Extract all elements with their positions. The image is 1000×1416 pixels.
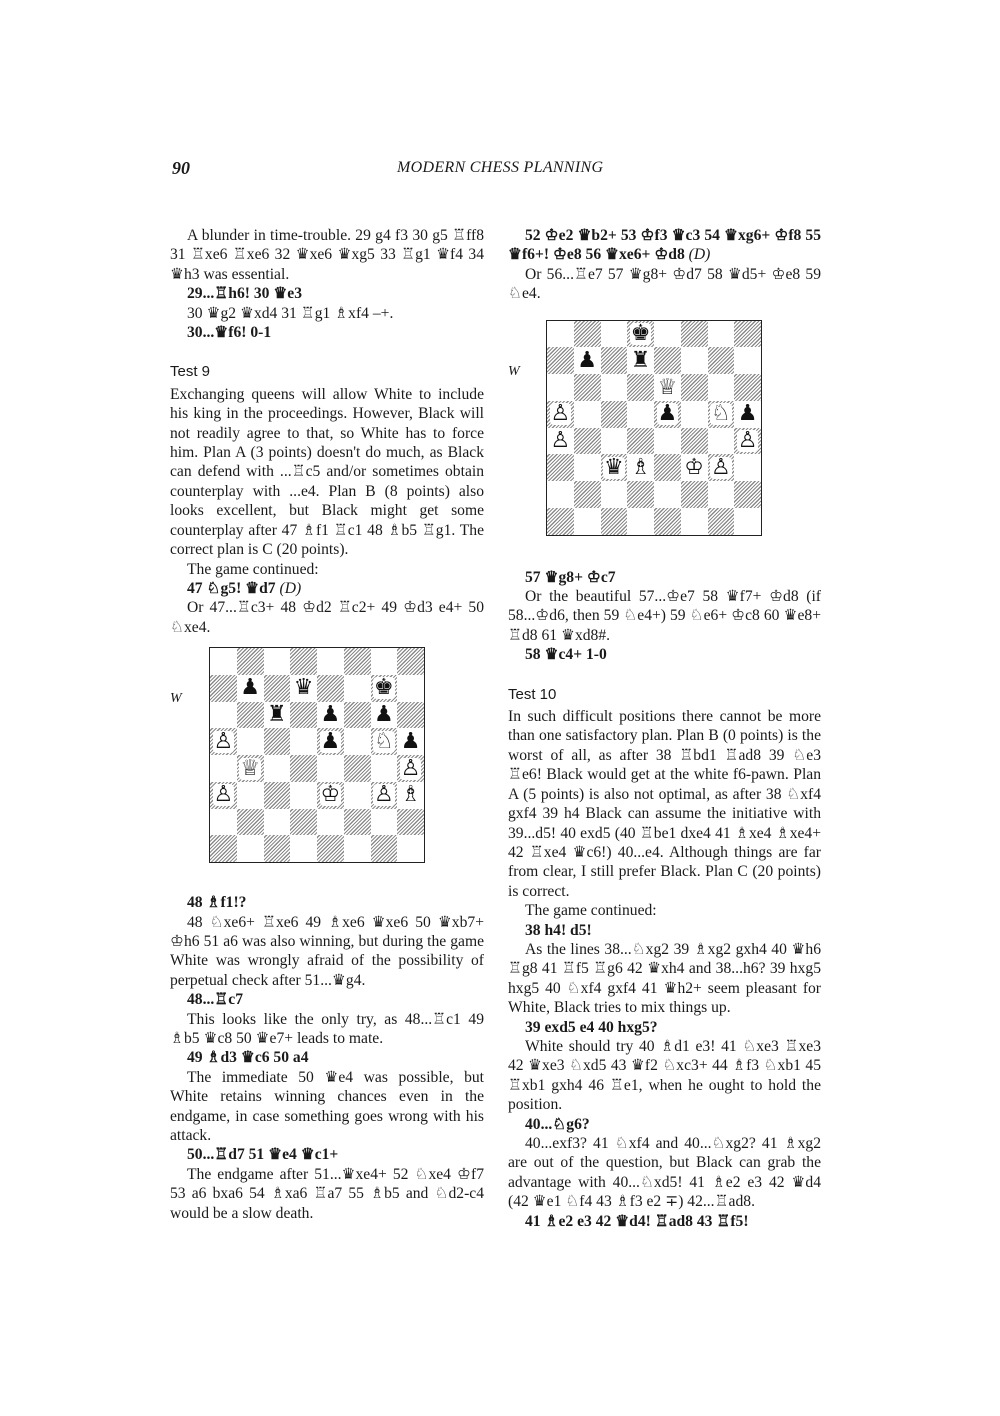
white-pawn-icon: ♙ bbox=[711, 454, 731, 480]
board-square bbox=[708, 401, 735, 428]
board-square bbox=[264, 728, 291, 755]
board-square bbox=[574, 347, 601, 374]
board-square bbox=[547, 481, 574, 508]
black-pawn-icon: ♟ bbox=[240, 675, 260, 701]
board-square bbox=[654, 401, 681, 428]
paragraph: The game continued: bbox=[525, 902, 657, 920]
board-square bbox=[264, 782, 291, 809]
board-square bbox=[237, 648, 264, 675]
board-square bbox=[654, 481, 681, 508]
board-square bbox=[627, 321, 654, 348]
chess-diagram-figure bbox=[170, 647, 484, 885]
white-pawn-icon: ♙ bbox=[400, 755, 421, 781]
white-pawn-icon: ♙ bbox=[737, 428, 758, 453]
board-square bbox=[264, 675, 291, 702]
white-queen-icon: ♕ bbox=[240, 755, 260, 781]
board-square bbox=[734, 428, 761, 455]
board-square bbox=[290, 648, 317, 675]
move-line: 30...♛f6! 0-1 bbox=[187, 324, 272, 342]
board-square bbox=[371, 728, 398, 755]
move-line bbox=[170, 579, 484, 598]
black-queen-icon: ♛ bbox=[293, 675, 314, 701]
board-square bbox=[317, 755, 344, 782]
board-square bbox=[547, 374, 574, 401]
board-square bbox=[397, 782, 424, 809]
board-square bbox=[574, 321, 601, 348]
board-square bbox=[734, 374, 761, 401]
board-square bbox=[317, 728, 344, 755]
board-square bbox=[210, 728, 237, 755]
board-square bbox=[210, 675, 237, 702]
board-square bbox=[681, 374, 708, 401]
board-square bbox=[264, 648, 291, 675]
diagram-marker: (D) bbox=[275, 579, 302, 597]
chess-diagram-figure bbox=[508, 320, 821, 560]
board-square bbox=[290, 835, 317, 862]
white-queen-icon: ♕ bbox=[657, 374, 678, 400]
board-square bbox=[708, 454, 735, 481]
move-text: 52 ♔e2 ♛b2+ 53 ♔f3 ♛c3 54 ♛xg6+ ♔f8 55 ♛f6+! ♔e8 56 ♛xe6+ ♔d8 bbox=[508, 227, 821, 264]
board-square bbox=[574, 508, 601, 535]
board-square bbox=[371, 782, 398, 809]
board-square bbox=[734, 347, 761, 374]
board-square bbox=[371, 648, 398, 675]
board-square bbox=[734, 454, 761, 481]
board-square bbox=[708, 347, 735, 374]
white-pawn-icon: ♙ bbox=[374, 782, 394, 808]
board-square bbox=[237, 675, 264, 702]
board-square bbox=[317, 675, 344, 702]
board-square bbox=[317, 835, 344, 862]
board-square bbox=[397, 728, 424, 755]
side-to-move-label: W bbox=[508, 363, 520, 379]
paragraph: White should try 40 ♗d1 e3! 41 ♘xe3 ♖xe3 42 ♛xe3 ♘xd5 43 ♛f2 ♘xc3+ 44 ♗f3 ♘xb1 45 ♖xb1 gxh4 46 ♖e1, when he ought to hold the position. bbox=[508, 1037, 821, 1114]
white-king-icon: ♔ bbox=[684, 454, 704, 480]
board-square bbox=[708, 508, 735, 535]
board-square bbox=[681, 428, 708, 455]
black-queen-icon: ♛ bbox=[604, 454, 624, 480]
board-square bbox=[627, 481, 654, 508]
board-square bbox=[574, 401, 601, 428]
white-pawn-icon: ♙ bbox=[550, 401, 571, 427]
paragraph: As the lines 38...♘xg2 39 ♗xg2 gxh4 40 ♛h6 ♖g8 41 ♖f5 ♖g6 42 ♛xh4 and 38...h6? 39 hxg5 hxg5 40 ♘xf4 gxf4 41 ♛h2+ seem pleasant for White, Black tries to mix things up. bbox=[508, 940, 821, 1017]
paragraph: 30 ♛g2 ♛xd4 31 ♖g1 ♗xf4 –+. bbox=[187, 304, 394, 322]
board-square bbox=[734, 481, 761, 508]
board-square bbox=[574, 428, 601, 455]
board-square bbox=[344, 702, 371, 729]
move-line: 41 ♗e2 e3 42 ♛d4! ♖ad8 43 ♖f5! bbox=[525, 1212, 749, 1230]
paragraph: Or the beautiful 57...♔e7 58 ♛f7+ ♔d8 (if 58...♔d6, then 59 ♘e4+) 59 ♘e6+ ♔c8 60 ♛e8+ ♖d8 61 ♛xd8#. bbox=[508, 588, 821, 644]
board-square bbox=[681, 401, 708, 428]
board-square bbox=[264, 702, 291, 729]
black-king-icon: ♚ bbox=[630, 321, 651, 346]
chess-board bbox=[209, 647, 425, 863]
board-square bbox=[708, 374, 735, 401]
black-king-icon: ♚ bbox=[374, 675, 394, 701]
chess-board bbox=[546, 320, 762, 536]
move-line: 48 ♗f1!? bbox=[187, 894, 247, 912]
board-square bbox=[290, 702, 317, 729]
board-square bbox=[627, 401, 654, 428]
paragraph: 48 ♘xe6+ ♖xe6 49 ♗xe6 ♛xe6 50 ♛xb7+ ♔h6 51 a6 was also winning, but during the game White was wrongly afraid of the possibility of perpetual check after 51...♛g4. bbox=[170, 913, 484, 989]
left-column bbox=[170, 226, 484, 1223]
white-knight-icon: ♘ bbox=[711, 401, 731, 427]
board-square bbox=[574, 454, 601, 481]
board-square bbox=[237, 755, 264, 782]
black-rook-icon: ♜ bbox=[267, 702, 287, 727]
board-square bbox=[654, 454, 681, 481]
board-square bbox=[547, 401, 574, 428]
board-square bbox=[264, 835, 291, 862]
board-square bbox=[601, 481, 628, 508]
board-square bbox=[210, 809, 237, 836]
board-square bbox=[681, 347, 708, 374]
move-line: 49 ♗d3 ♛c6 50 a4 bbox=[187, 1049, 309, 1067]
board-square bbox=[627, 347, 654, 374]
paragraph: The game continued: bbox=[187, 560, 319, 578]
board-square bbox=[210, 702, 237, 729]
black-pawn-icon: ♟ bbox=[737, 401, 758, 427]
board-square bbox=[601, 508, 628, 535]
board-square bbox=[344, 782, 371, 809]
board-square bbox=[264, 755, 291, 782]
board-square bbox=[371, 702, 398, 729]
board-square bbox=[317, 809, 344, 836]
board-square bbox=[734, 401, 761, 428]
paragraph: In such difficult positions there cannot be more than one satisfactory plan. Plan B (0 points) is the worst of all, as after 38 ♖bd1 ♖ad8 39 ♘e3 ♖e6! Black would get at the white f6-pawn. Plan A (5 points) is also not optimal, as after 38 ♘xf4 gxf4 39 h4 Black can assume the initiative with 39...d5! 40 exd5 (40 ♖be1 dxe4 41 ♗xe4 ♗xe4+ 42 ♖xe4 ♛c6!) 40...e4. Although things are far from clear, I still prefer Black. Plan C (20 points) is correct. bbox=[508, 708, 821, 900]
white-king-icon: ♔ bbox=[320, 782, 341, 808]
board-square bbox=[371, 755, 398, 782]
board-square bbox=[397, 702, 424, 729]
move-text: 47 ♘g5! ♛d7 bbox=[187, 579, 276, 597]
move-line: 39 exd5 e4 40 hxg5? bbox=[525, 1018, 658, 1036]
board-square bbox=[547, 454, 574, 481]
board-square bbox=[237, 782, 264, 809]
white-pawn-icon: ♙ bbox=[550, 428, 571, 453]
board-square bbox=[397, 675, 424, 702]
paragraph: Or 56...♖e7 57 ♛g8+ ♔d7 58 ♛d5+ ♔e8 59 ♘e4. bbox=[508, 265, 821, 303]
board-square bbox=[708, 428, 735, 455]
board-square bbox=[344, 648, 371, 675]
page-number: 90 bbox=[172, 158, 190, 178]
section-heading-test-9: Test 9 bbox=[170, 363, 211, 381]
paragraph: Or 47...♖c3+ 48 ♔d2 ♖c2+ 49 ♔d3 e4+ 50 ♘xe4. bbox=[170, 599, 484, 636]
running-title: MODERN CHESS PLANNING bbox=[397, 159, 604, 176]
board-square bbox=[317, 648, 344, 675]
white-knight-icon: ♘ bbox=[374, 728, 394, 754]
board-square bbox=[344, 755, 371, 782]
black-pawn-icon: ♟ bbox=[400, 728, 421, 754]
board-square bbox=[601, 347, 628, 374]
board-square bbox=[371, 835, 398, 862]
board-square bbox=[210, 835, 237, 862]
black-pawn-icon: ♟ bbox=[657, 401, 678, 427]
right-column bbox=[508, 226, 821, 1231]
board-square bbox=[574, 374, 601, 401]
board-square bbox=[397, 648, 424, 675]
board-square bbox=[681, 321, 708, 348]
board-square bbox=[654, 428, 681, 455]
board-square bbox=[654, 508, 681, 535]
board-square bbox=[627, 508, 654, 535]
board-square bbox=[290, 809, 317, 836]
board-square bbox=[708, 321, 735, 348]
side-to-move-label: W bbox=[170, 691, 182, 707]
move-line: 38 h4! d5! bbox=[525, 921, 592, 939]
move-line: 50...♖d7 51 ♛e4 ♛c1+ bbox=[187, 1146, 339, 1164]
board-square bbox=[601, 401, 628, 428]
move-line: 58 ♛c4+ 1-0 bbox=[525, 646, 607, 664]
black-pawn-icon: ♟ bbox=[320, 702, 341, 727]
board-square bbox=[290, 782, 317, 809]
board-square bbox=[627, 454, 654, 481]
white-pawn-icon: ♙ bbox=[213, 782, 234, 808]
board-square bbox=[397, 755, 424, 782]
board-square bbox=[681, 454, 708, 481]
board-square bbox=[708, 481, 735, 508]
board-square bbox=[601, 428, 628, 455]
move-line: 40...♘g6? bbox=[525, 1115, 590, 1133]
board-square bbox=[681, 481, 708, 508]
board-square bbox=[601, 374, 628, 401]
board-square bbox=[734, 321, 761, 348]
board-square bbox=[574, 481, 601, 508]
board-square bbox=[344, 835, 371, 862]
paragraph: This looks like the only try, as 48...♖c1 49 ♗b5 ♛c8 50 ♛e7+ leads to mate. bbox=[170, 1010, 484, 1047]
board-square bbox=[371, 675, 398, 702]
move-line: 48...♖c7 bbox=[187, 991, 243, 1009]
board-square bbox=[547, 428, 574, 455]
board-square bbox=[237, 702, 264, 729]
paragraph: Exchanging queens will allow White to include his king in the proceedings. However, Black will not readily agree to that, so White has to force him. Plan A (3 points) doesn't do much, as Black can defend with ...♖c5 and/or sometimes obtain counterplay with ...e4. Plan B (8 points) also looks excellent, but Black might get some counterplay after 47 ♗f1 ♖c1 48 ♗b5 ♖g1. The correct plan is C (20 points). bbox=[170, 385, 484, 559]
board-square bbox=[210, 782, 237, 809]
board-square bbox=[290, 728, 317, 755]
board-square bbox=[547, 321, 574, 348]
black-pawn-icon: ♟ bbox=[374, 702, 394, 727]
board-square bbox=[547, 508, 574, 535]
board-square bbox=[627, 374, 654, 401]
paragraph: 40...exf3? 41 ♘xf4 and 40...♘xg2? 41 ♗xg2 are out of the question, but Black can grab the advantage with 40...♘xd5! 41 ♗e2 e3 42 ♛d4 (42 ♛e1 ♘f4 43 ♗f3 e2 ∓) 42...♖ad8. bbox=[508, 1135, 821, 1211]
diagram-marker: (D) bbox=[684, 246, 711, 264]
paragraph: The immediate 50 ♛e4 was possible, but White retains winning chances even in the endgame, in case something goes wrong with his attack. bbox=[170, 1068, 484, 1144]
board-square bbox=[210, 648, 237, 675]
move-line bbox=[508, 226, 821, 265]
paragraph: A blunder in time-trouble. 29 g4 f3 30 g5 ♖ff8 31 ♖xe6 ♖xe6 32 ♛xe6 ♛xg5 33 ♖g1 ♛f4 34 ♛h3 was essential. bbox=[170, 227, 484, 283]
board-square bbox=[290, 675, 317, 702]
board-square bbox=[344, 728, 371, 755]
board-square bbox=[601, 321, 628, 348]
board-square bbox=[397, 835, 424, 862]
move-line: 29...♖h6! 30 ♛e3 bbox=[187, 285, 303, 303]
board-square bbox=[654, 321, 681, 348]
board-square bbox=[681, 508, 708, 535]
board-square bbox=[601, 454, 628, 481]
board-square bbox=[317, 782, 344, 809]
paragraph: The endgame after 51...♛xe4+ 52 ♘xe4 ♔f7 53 a6 bxa6 54 ♗xa6 ♖a7 55 ♗b5 and ♘d2-c4 would be a slow death. bbox=[170, 1165, 484, 1222]
board-square bbox=[734, 508, 761, 535]
board-square bbox=[264, 809, 291, 836]
board-square bbox=[237, 728, 264, 755]
board-square bbox=[344, 675, 371, 702]
black-rook-icon: ♜ bbox=[630, 347, 651, 373]
board-square bbox=[237, 835, 264, 862]
board-square bbox=[237, 809, 264, 836]
white-bishop-icon: ♗ bbox=[630, 454, 651, 480]
board-square bbox=[317, 702, 344, 729]
white-pawn-icon: ♙ bbox=[213, 728, 234, 754]
section-heading-test-10: Test 10 bbox=[508, 685, 557, 703]
board-square bbox=[547, 347, 574, 374]
board-square bbox=[371, 809, 398, 836]
board-square bbox=[210, 755, 237, 782]
board-square bbox=[654, 374, 681, 401]
white-bishop-icon: ♗ bbox=[400, 782, 421, 808]
black-pawn-icon: ♟ bbox=[320, 728, 341, 754]
board-square bbox=[397, 809, 424, 836]
board-square bbox=[344, 809, 371, 836]
black-pawn-icon: ♟ bbox=[577, 347, 597, 373]
board-square bbox=[290, 755, 317, 782]
move-line: 57 ♛g8+ ♔c7 bbox=[525, 568, 616, 586]
board-square bbox=[654, 347, 681, 374]
board-square bbox=[627, 428, 654, 455]
